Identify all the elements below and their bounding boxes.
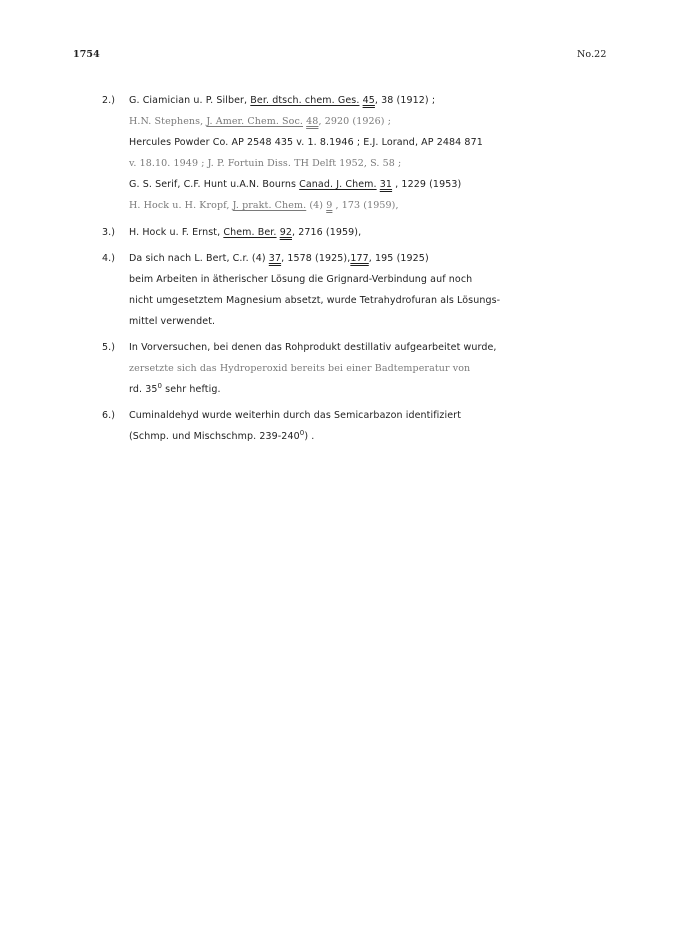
page-number: 1754	[73, 49, 100, 60]
ref2-line4: v. 18.10. 1949 ; J. P. Fortuin Diss. TH Delft 1952, S. 58 ;	[129, 158, 402, 169]
ref5-line1: In Vorversuchen, bei denen das Rohprodukt destillativ aufgearbeitet wurde,	[129, 342, 497, 353]
degree-superscript: 0	[299, 429, 305, 437]
ref5-line3: rd. $35^0$ sehr heftig.	[129, 382, 221, 395]
ref6-line2: (Schmp. und Mischschmp. $239-240^0$) .	[129, 429, 315, 442]
ref2-line6: H. Hock u. H. Kropf, J. prakt. Chem. (4) 9 , 173 (1959),	[129, 200, 399, 211]
issue-number: No.22	[577, 49, 607, 60]
ref2-line1: G. Ciamician u. P. Silber, Ber. dtsch. chem. Ges. 45, 38 (1912) ;	[129, 95, 436, 106]
ref4-line4: mittel verwendet.	[129, 316, 216, 327]
volume: 92	[279, 227, 292, 238]
ref-number-5: 5.)	[102, 342, 116, 353]
degree-superscript: 0	[157, 382, 163, 390]
ref5-line2: zersetzte sich das Hydroperoxid bereits bei einer Badtemperatur von	[129, 363, 471, 374]
volume: 31	[379, 179, 393, 190]
volume: 45	[362, 95, 375, 106]
ref3-line1: H. Hock u. F. Ernst, Chem. Ber. 92, 2716 (1959),	[129, 227, 362, 238]
ref2-line3: Hercules Powder Co. AP 2548 435 v. 1. 8.1946 ; E.J. Lorand, AP 2484 871	[129, 137, 483, 148]
journal-name: Canad. J. Chem.	[299, 179, 377, 190]
volume: 37	[268, 253, 282, 264]
volume: 48	[306, 116, 319, 127]
ref4-line2: beim Arbeiten in ätherischer Lösung die Grignard-Verbindung auf noch	[129, 274, 473, 285]
ref-number-3: 3.)	[102, 227, 116, 238]
ref-number-6: 6.)	[102, 410, 116, 421]
journal-name: J. prakt. Chem.	[232, 200, 307, 211]
volume: 177	[350, 253, 369, 264]
ref2-line5: G. S. Serif, C.F. Hunt u.A.N. Bourns Canad. J. Chem. 31 , 1229 (1953)	[129, 179, 462, 190]
ref4-line3: nicht umgesetztem Magnesium absetzt, wurde Tetrahydrofuran als Lösungs-	[129, 295, 501, 306]
ref6-line1: Cuminaldehyd wurde weiterhin durch das Semicarbazon identifiziert	[129, 410, 462, 421]
ref2-line2: H.N. Stephens, J. Amer. Chem. Soc. 48, 2920 (1926) ;	[129, 116, 391, 127]
journal-name: Chem. Ber.	[223, 227, 277, 238]
ref-number-4: 4.)	[102, 253, 116, 264]
ref4-line1: Da sich nach L. Bert, C.r. (4) 37, 1578 (1925),177, 195 (1925)	[129, 253, 429, 264]
journal-name: Ber. dtsch. chem. Ges.	[250, 95, 360, 106]
volume: 9	[326, 200, 333, 211]
journal-name: J. Amer. Chem. Soc.	[206, 116, 304, 127]
ref-number-2: 2.)	[102, 95, 116, 106]
